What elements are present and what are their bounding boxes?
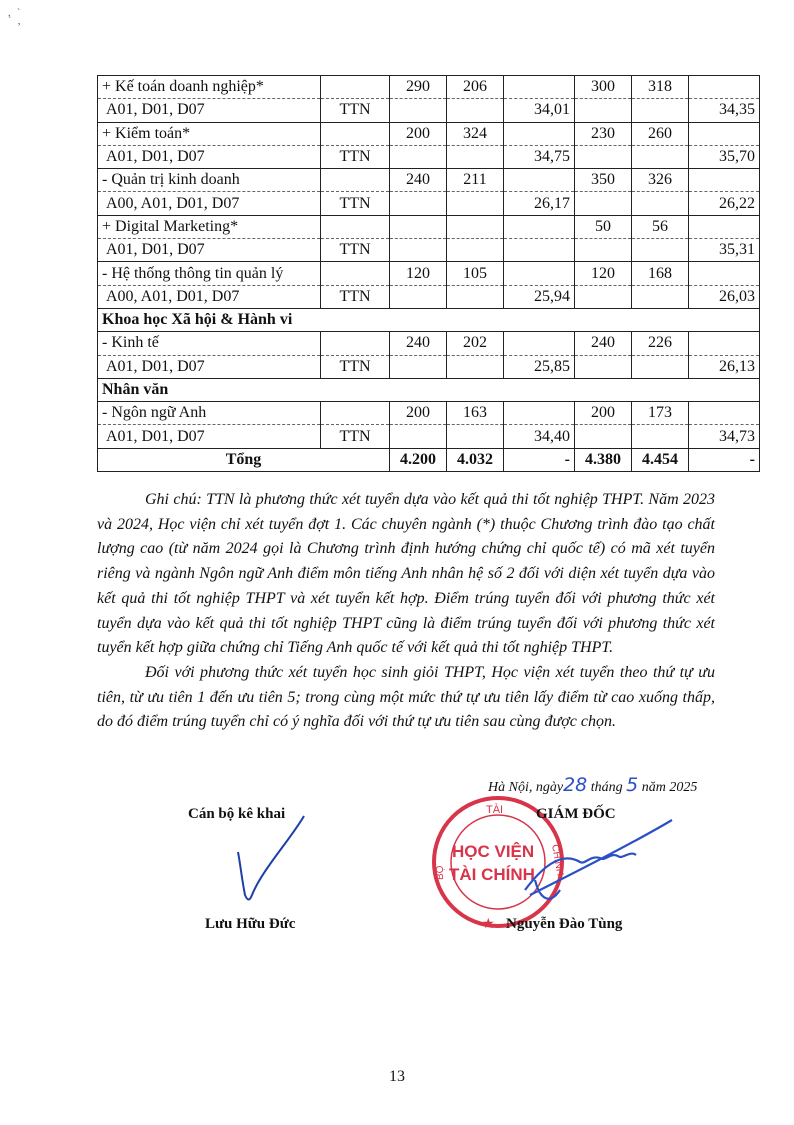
place-prefix: Hà Nội, ngày: [488, 780, 564, 795]
table-row: [98, 169, 760, 192]
table-row: [98, 76, 760, 99]
admitted-2023: [447, 355, 504, 378]
score-2023: [504, 332, 575, 355]
table-row: [98, 239, 760, 262]
admitted-2024: [632, 285, 689, 308]
svg-text:TÀI: TÀI: [486, 804, 504, 816]
table-row: [98, 425, 760, 448]
score-2024: 34,73: [689, 425, 760, 448]
admitted-2024: [632, 425, 689, 448]
method-cell: TTN: [321, 99, 390, 122]
quota-2023: [390, 285, 447, 308]
admitted-2024: 318: [632, 76, 689, 99]
table-row: [98, 332, 760, 355]
total-label: Tổng: [98, 448, 390, 471]
score-2024: [689, 332, 760, 355]
admitted-2023: [447, 215, 504, 238]
score-2023: [504, 262, 575, 285]
table-row: [98, 145, 760, 168]
director-title: GIÁM ĐỐC: [536, 806, 616, 822]
quota-2023: [390, 192, 447, 215]
table-row: [98, 285, 760, 308]
director-name: Nguyễn Đào Tùng: [506, 916, 623, 932]
admitted-2023: [447, 285, 504, 308]
quota-2023: [390, 425, 447, 448]
table-row: [98, 378, 760, 401]
quota-2023: [390, 215, 447, 238]
admitted-2024: [632, 239, 689, 262]
admitted-2024: [632, 99, 689, 122]
admitted-2024: 168: [632, 262, 689, 285]
admitted-2023: 324: [447, 122, 504, 145]
score-2024: 26,03: [689, 285, 760, 308]
day-handwritten: 28: [563, 774, 588, 796]
table-row: [98, 355, 760, 378]
subject-combination: A00, A01, D01, D07: [98, 192, 321, 215]
method-cell: [321, 402, 390, 425]
admitted-2023: 211: [447, 169, 504, 192]
quota-2023: 200: [390, 402, 447, 425]
method-cell: [321, 332, 390, 355]
score-2023: 34,40: [504, 425, 575, 448]
notes-section: [97, 488, 715, 735]
quota-2023: [390, 239, 447, 262]
quota-2023: 240: [390, 332, 447, 355]
quota-2024: [575, 355, 632, 378]
quota-2024: [575, 425, 632, 448]
score-2023: 26,17: [504, 192, 575, 215]
total-score-2023: -: [504, 448, 575, 471]
page-number: 13: [389, 1068, 405, 1085]
score-2024: 26,13: [689, 355, 760, 378]
admitted-2023: [447, 145, 504, 168]
svg-text:HỌC VIỆN: HỌC VIỆN: [452, 842, 535, 861]
table-row: [98, 308, 760, 331]
major-name: - Kinh tế: [98, 332, 321, 355]
svg-text:BỘ: BỘ: [435, 865, 446, 880]
method-cell: TTN: [321, 355, 390, 378]
score-2024: [689, 402, 760, 425]
quota-2023: 290: [390, 76, 447, 99]
score-2023: 25,85: [504, 355, 575, 378]
quota-2024: [575, 239, 632, 262]
admitted-2024: 260: [632, 122, 689, 145]
score-2024: 26,22: [689, 192, 760, 215]
quota-2024: 300: [575, 76, 632, 99]
score-2023: [504, 402, 575, 425]
major-name: - Hệ thống thông tin quản lý: [98, 262, 321, 285]
quota-2023: 240: [390, 169, 447, 192]
score-2023: 34,75: [504, 145, 575, 168]
admitted-2023: 163: [447, 402, 504, 425]
admitted-2023: 206: [447, 76, 504, 99]
admitted-2023: [447, 425, 504, 448]
quota-2024: 120: [575, 262, 632, 285]
subject-combination: A01, D01, D07: [98, 239, 321, 262]
method-cell: [321, 262, 390, 285]
month-word: tháng: [590, 780, 623, 795]
total-row: [98, 448, 760, 471]
year-text: năm 2025: [641, 780, 698, 795]
quota-2023: 200: [390, 122, 447, 145]
quota-2024: 230: [575, 122, 632, 145]
subject-combination: A01, D01, D07: [98, 145, 321, 168]
score-2023: 34,01: [504, 99, 575, 122]
admitted-2023: 202: [447, 332, 504, 355]
score-2024: [689, 262, 760, 285]
score-2024: [689, 169, 760, 192]
admitted-2023: [447, 192, 504, 215]
table-row: [98, 402, 760, 425]
subject-combination: A00, A01, D01, D07: [98, 285, 321, 308]
preparer-title: Cán bộ kê khai: [188, 806, 286, 822]
quota-2024: 350: [575, 169, 632, 192]
table-row: [98, 99, 760, 122]
method-cell: [321, 76, 390, 99]
quota-2023: 120: [390, 262, 447, 285]
table-row: [98, 192, 760, 215]
quota-2023: [390, 99, 447, 122]
month-handwritten: 5: [626, 774, 639, 796]
major-name: + Digital Marketing*: [98, 215, 321, 238]
score-2024: 34,35: [689, 99, 760, 122]
table-row: [98, 262, 760, 285]
method-cell: TTN: [321, 285, 390, 308]
quota-2024: [575, 99, 632, 122]
admission-score-table: [97, 75, 760, 472]
major-name: + Kiểm toán*: [98, 122, 321, 145]
preparer-name: Lưu Hữu Đức: [205, 916, 296, 932]
score-2024: [689, 215, 760, 238]
svg-text:★: ★: [482, 917, 495, 932]
admitted-2024: 173: [632, 402, 689, 425]
admitted-2024: 226: [632, 332, 689, 355]
admitted-2023: [447, 99, 504, 122]
subject-combination: A01, D01, D07: [98, 99, 321, 122]
quota-2024: 50: [575, 215, 632, 238]
quota-2024: 200: [575, 402, 632, 425]
table-row: [98, 122, 760, 145]
admitted-2024: 326: [632, 169, 689, 192]
score-2024: [689, 76, 760, 99]
svg-text:TÀI CHÍNH: TÀI CHÍNH: [449, 865, 535, 884]
admitted-2024: 56: [632, 215, 689, 238]
note-paragraph-2: Đối với phương thức xét tuyển học sinh giỏi THPT, Học viện xét tuyển theo thứ tự ưu tiên, từ ưu tiên 1 đến ưu tiên 5; trong cùng một mức thứ tự ưu tiên lấy điểm từ cao xuống thấp, do đó điểm trúng tuyển chỉ có ý nghĩa đối với thứ tự ưu tiên sau cùng được chọn.: [97, 663, 715, 731]
major-name: + Kế toán doanh nghiệp*: [98, 76, 321, 99]
score-2023: [504, 215, 575, 238]
score-2023: 25,94: [504, 285, 575, 308]
method-cell: [321, 122, 390, 145]
score-2023: [504, 76, 575, 99]
director-signature: [525, 820, 672, 899]
admitted-2024: [632, 145, 689, 168]
method-cell: TTN: [321, 192, 390, 215]
score-2024: 35,70: [689, 145, 760, 168]
method-cell: TTN: [321, 145, 390, 168]
place-date: [488, 774, 697, 796]
admitted-2023: 105: [447, 262, 504, 285]
score-2024: [689, 122, 760, 145]
total-quota-2024: 4.380: [575, 448, 632, 471]
method-cell: [321, 215, 390, 238]
method-cell: TTN: [321, 425, 390, 448]
quota-2024: [575, 145, 632, 168]
score-2023: [504, 122, 575, 145]
quota-2024: [575, 285, 632, 308]
score-2023: [504, 239, 575, 262]
quota-2023: [390, 355, 447, 378]
quota-2024: 240: [575, 332, 632, 355]
group-heading: Khoa học Xã hội & Hành vi: [98, 308, 760, 331]
total-quota-2023: 4.200: [390, 448, 447, 471]
svg-text:CHÍNH: CHÍNH: [549, 843, 566, 877]
admitted-2024: [632, 192, 689, 215]
group-heading: Nhân văn: [98, 378, 760, 401]
table-row: [98, 215, 760, 238]
subject-combination: A01, D01, D07: [98, 425, 321, 448]
admitted-2023: [447, 239, 504, 262]
note-paragraph-1: Ghi chú: TTN là phương thức xét tuyển dựa vào kết quả thi tốt nghiệp THPT. Năm 2023 và 2024, Học viện chỉ xét tuyển đợt 1. Các chuyên ngành (*) thuộc Chương trình đào tạo chất lượng cao (từ năm 2024 gọi là Chương trình định hướng chứng chỉ quốc tế) có mã xét tuyển riêng và ngành Ngôn ngữ Anh điểm môn tiếng Anh nhân hệ số 2 đối với diện xét tuyển dựa vào kết quả thi tốt nghiệp THPT và xét tuyển kết hợp. Điểm trúng tuyển đối với phương thức xét tuyển dựa vào kết quả thi tốt nghiệp THPT cũng là điểm trúng tuyển đối với phương thức xét tuyển kết hợp giữa chứng chỉ Tiếng Anh quốc tế với kết quả thi tốt nghiệp THPT.: [97, 491, 715, 657]
total-score-2024: -: [689, 448, 760, 471]
score-2024: 35,31: [689, 239, 760, 262]
subject-combination: A01, D01, D07: [98, 355, 321, 378]
major-name: - Quản trị kinh doanh: [98, 169, 321, 192]
quota-2023: [390, 145, 447, 168]
method-cell: TTN: [321, 239, 390, 262]
scan-marks: . ` ` ,: [8, 8, 23, 27]
admitted-2024: [632, 355, 689, 378]
score-2023: [504, 169, 575, 192]
total-admitted-2023: 4.032: [447, 448, 504, 471]
preparer-signature: [238, 816, 304, 900]
major-name: - Ngôn ngữ Anh: [98, 402, 321, 425]
total-admitted-2024: 4.454: [632, 448, 689, 471]
quota-2024: [575, 192, 632, 215]
method-cell: [321, 169, 390, 192]
